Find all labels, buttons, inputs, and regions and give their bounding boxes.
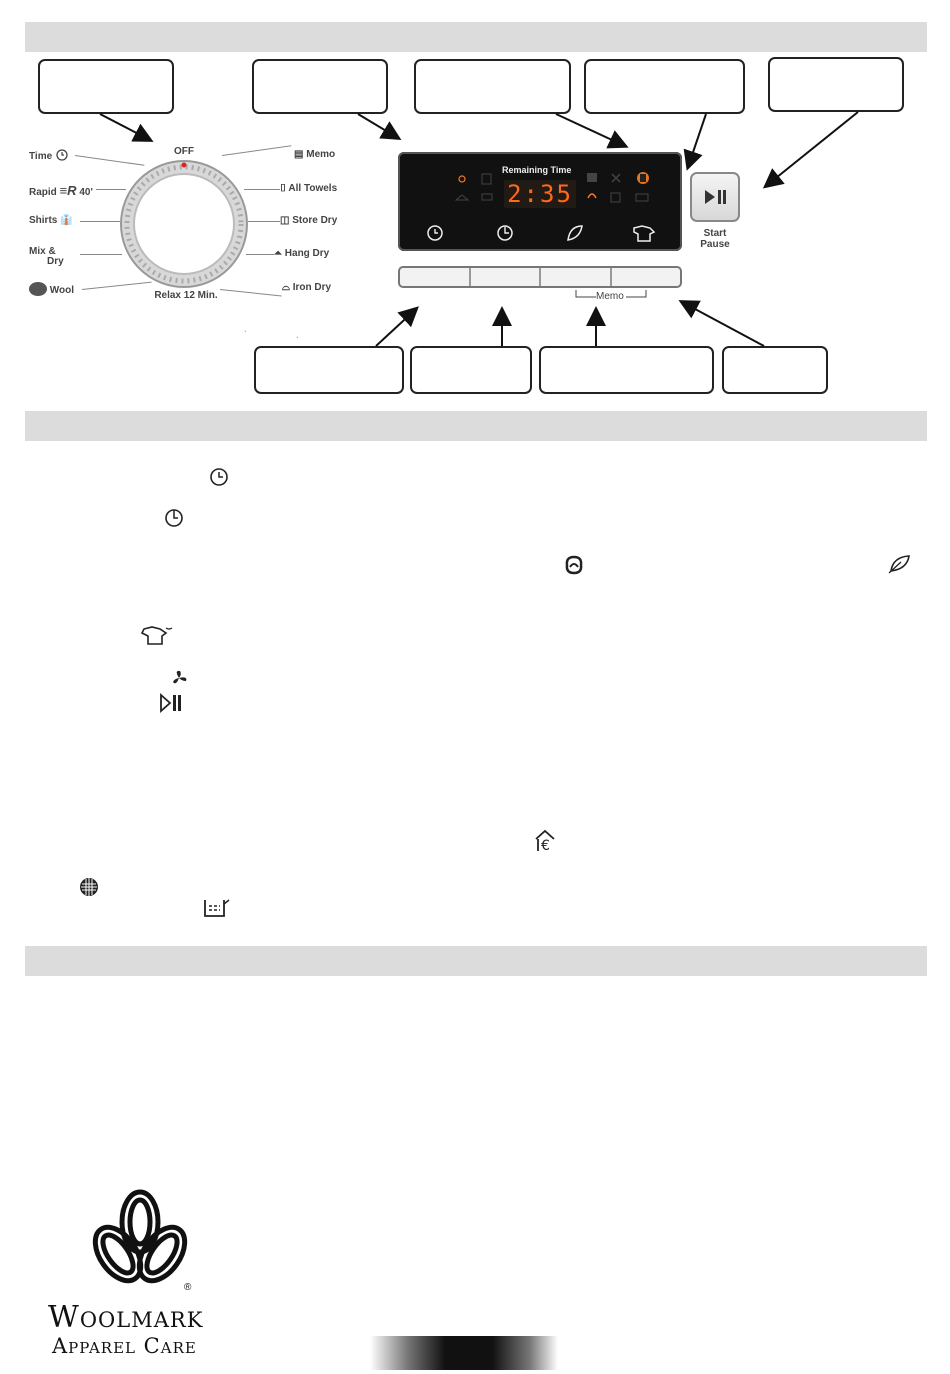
program-memo: ▤ Memo: [294, 149, 336, 160]
arrow-display: [358, 114, 398, 138]
program-time: Time: [29, 149, 69, 162]
anticrease-touch-button[interactable]: [612, 268, 681, 286]
apparel-care-wordmark: Apparel Care: [52, 1334, 197, 1358]
energy-euro-house-icon: [532, 828, 558, 854]
start-pause-button[interactable]: [690, 172, 740, 222]
leader-hang: [246, 254, 274, 255]
program-rapid: Rapid ≡R 40': [29, 183, 93, 198]
program-store-dry: ◫ Store Dry: [280, 215, 338, 226]
start-pause-label: Start Pause: [700, 228, 730, 250]
woolmark-logo: [78, 1182, 202, 1294]
eco-leaf-icon: [568, 226, 582, 240]
play-pause-icon: [702, 188, 728, 206]
anti-crease-shirt-icon: [138, 624, 174, 646]
leader-rapid: [96, 189, 126, 190]
program-wool: Wool: [29, 282, 74, 296]
arrow-indicators: [556, 114, 625, 146]
woolmark-wordmark: Woolmark: [48, 1300, 204, 1335]
delay-timer-icon: [498, 226, 512, 240]
display-panel: [398, 152, 682, 251]
arrow-options: [688, 114, 706, 167]
clock-icon: [55, 149, 69, 161]
fan-icon: [168, 668, 190, 688]
steam-icon: [562, 553, 586, 577]
eco-touch-button[interactable]: [541, 268, 612, 286]
touch-button-strip: [398, 266, 682, 288]
program-hang-dry: ⏶ Hang Dry: [274, 248, 330, 259]
svg-text:€: €: [541, 838, 550, 854]
tank-indicator-icon: [637, 172, 649, 184]
time-touch-button[interactable]: [400, 268, 471, 286]
hanger-icon: ⏶: [274, 248, 282, 259]
stray-mark-2: `: [296, 336, 299, 345]
left-indicator-icons: [450, 170, 510, 206]
right-indicator-icons: [584, 170, 660, 206]
arrow-start: [766, 112, 858, 186]
program-iron-dry: ⌓ Iron Dry: [282, 282, 332, 293]
wool-icon: [29, 282, 47, 296]
clock-icon: [428, 226, 442, 240]
memo-strip-label: Memo: [596, 291, 624, 302]
sun-icon: [459, 176, 465, 182]
shirt-icon: 👔: [60, 215, 73, 226]
wardrobe-icon: ◫: [280, 215, 290, 226]
leader-store: [248, 221, 280, 222]
dial-off-label: OFF: [174, 146, 194, 157]
water-tank-icon: [202, 897, 232, 919]
fan-indicator-icon: [612, 174, 620, 182]
dial-relax-label: Relax 12 Min.: [154, 290, 218, 301]
iron-icon: ⌓: [282, 282, 290, 293]
play-pause-icon: [158, 693, 184, 713]
delay-touch-button[interactable]: [471, 268, 542, 286]
program-mix-dry: Mix & Dry: [29, 246, 64, 267]
panel-button-icons: [424, 222, 662, 244]
towel-icon: ⌷: [280, 183, 286, 194]
filter-icon: [78, 876, 100, 898]
time-display: 2:35: [504, 180, 576, 208]
arrow-anticrease-btn: [682, 302, 764, 346]
program-shirts: Shirts 👔: [29, 215, 73, 226]
arrow-dial: [100, 114, 150, 140]
delay-timer-icon: [162, 506, 186, 528]
program-all-towels: ⌷ All Towels: [280, 183, 338, 194]
leader-towels: [244, 189, 280, 190]
page-number-bar: [370, 1336, 558, 1370]
arrow-time-btn: [376, 309, 416, 346]
stray-mark-1: `: [244, 330, 247, 339]
registered-mark: ®: [184, 1282, 192, 1293]
remaining-time-heading: Remaining Time: [502, 165, 572, 175]
eco-indicator-icon: [588, 194, 596, 198]
eco-leaf-icon: [885, 553, 915, 575]
leader-shirts: [80, 221, 120, 222]
program-dial[interactable]: [118, 158, 250, 290]
anti-crease-shirt-icon: [634, 226, 654, 241]
section-header-band-3: [25, 946, 927, 976]
leader-mix: [80, 254, 122, 255]
memo-icon: ▤: [294, 149, 304, 160]
clock-icon: [208, 466, 230, 488]
